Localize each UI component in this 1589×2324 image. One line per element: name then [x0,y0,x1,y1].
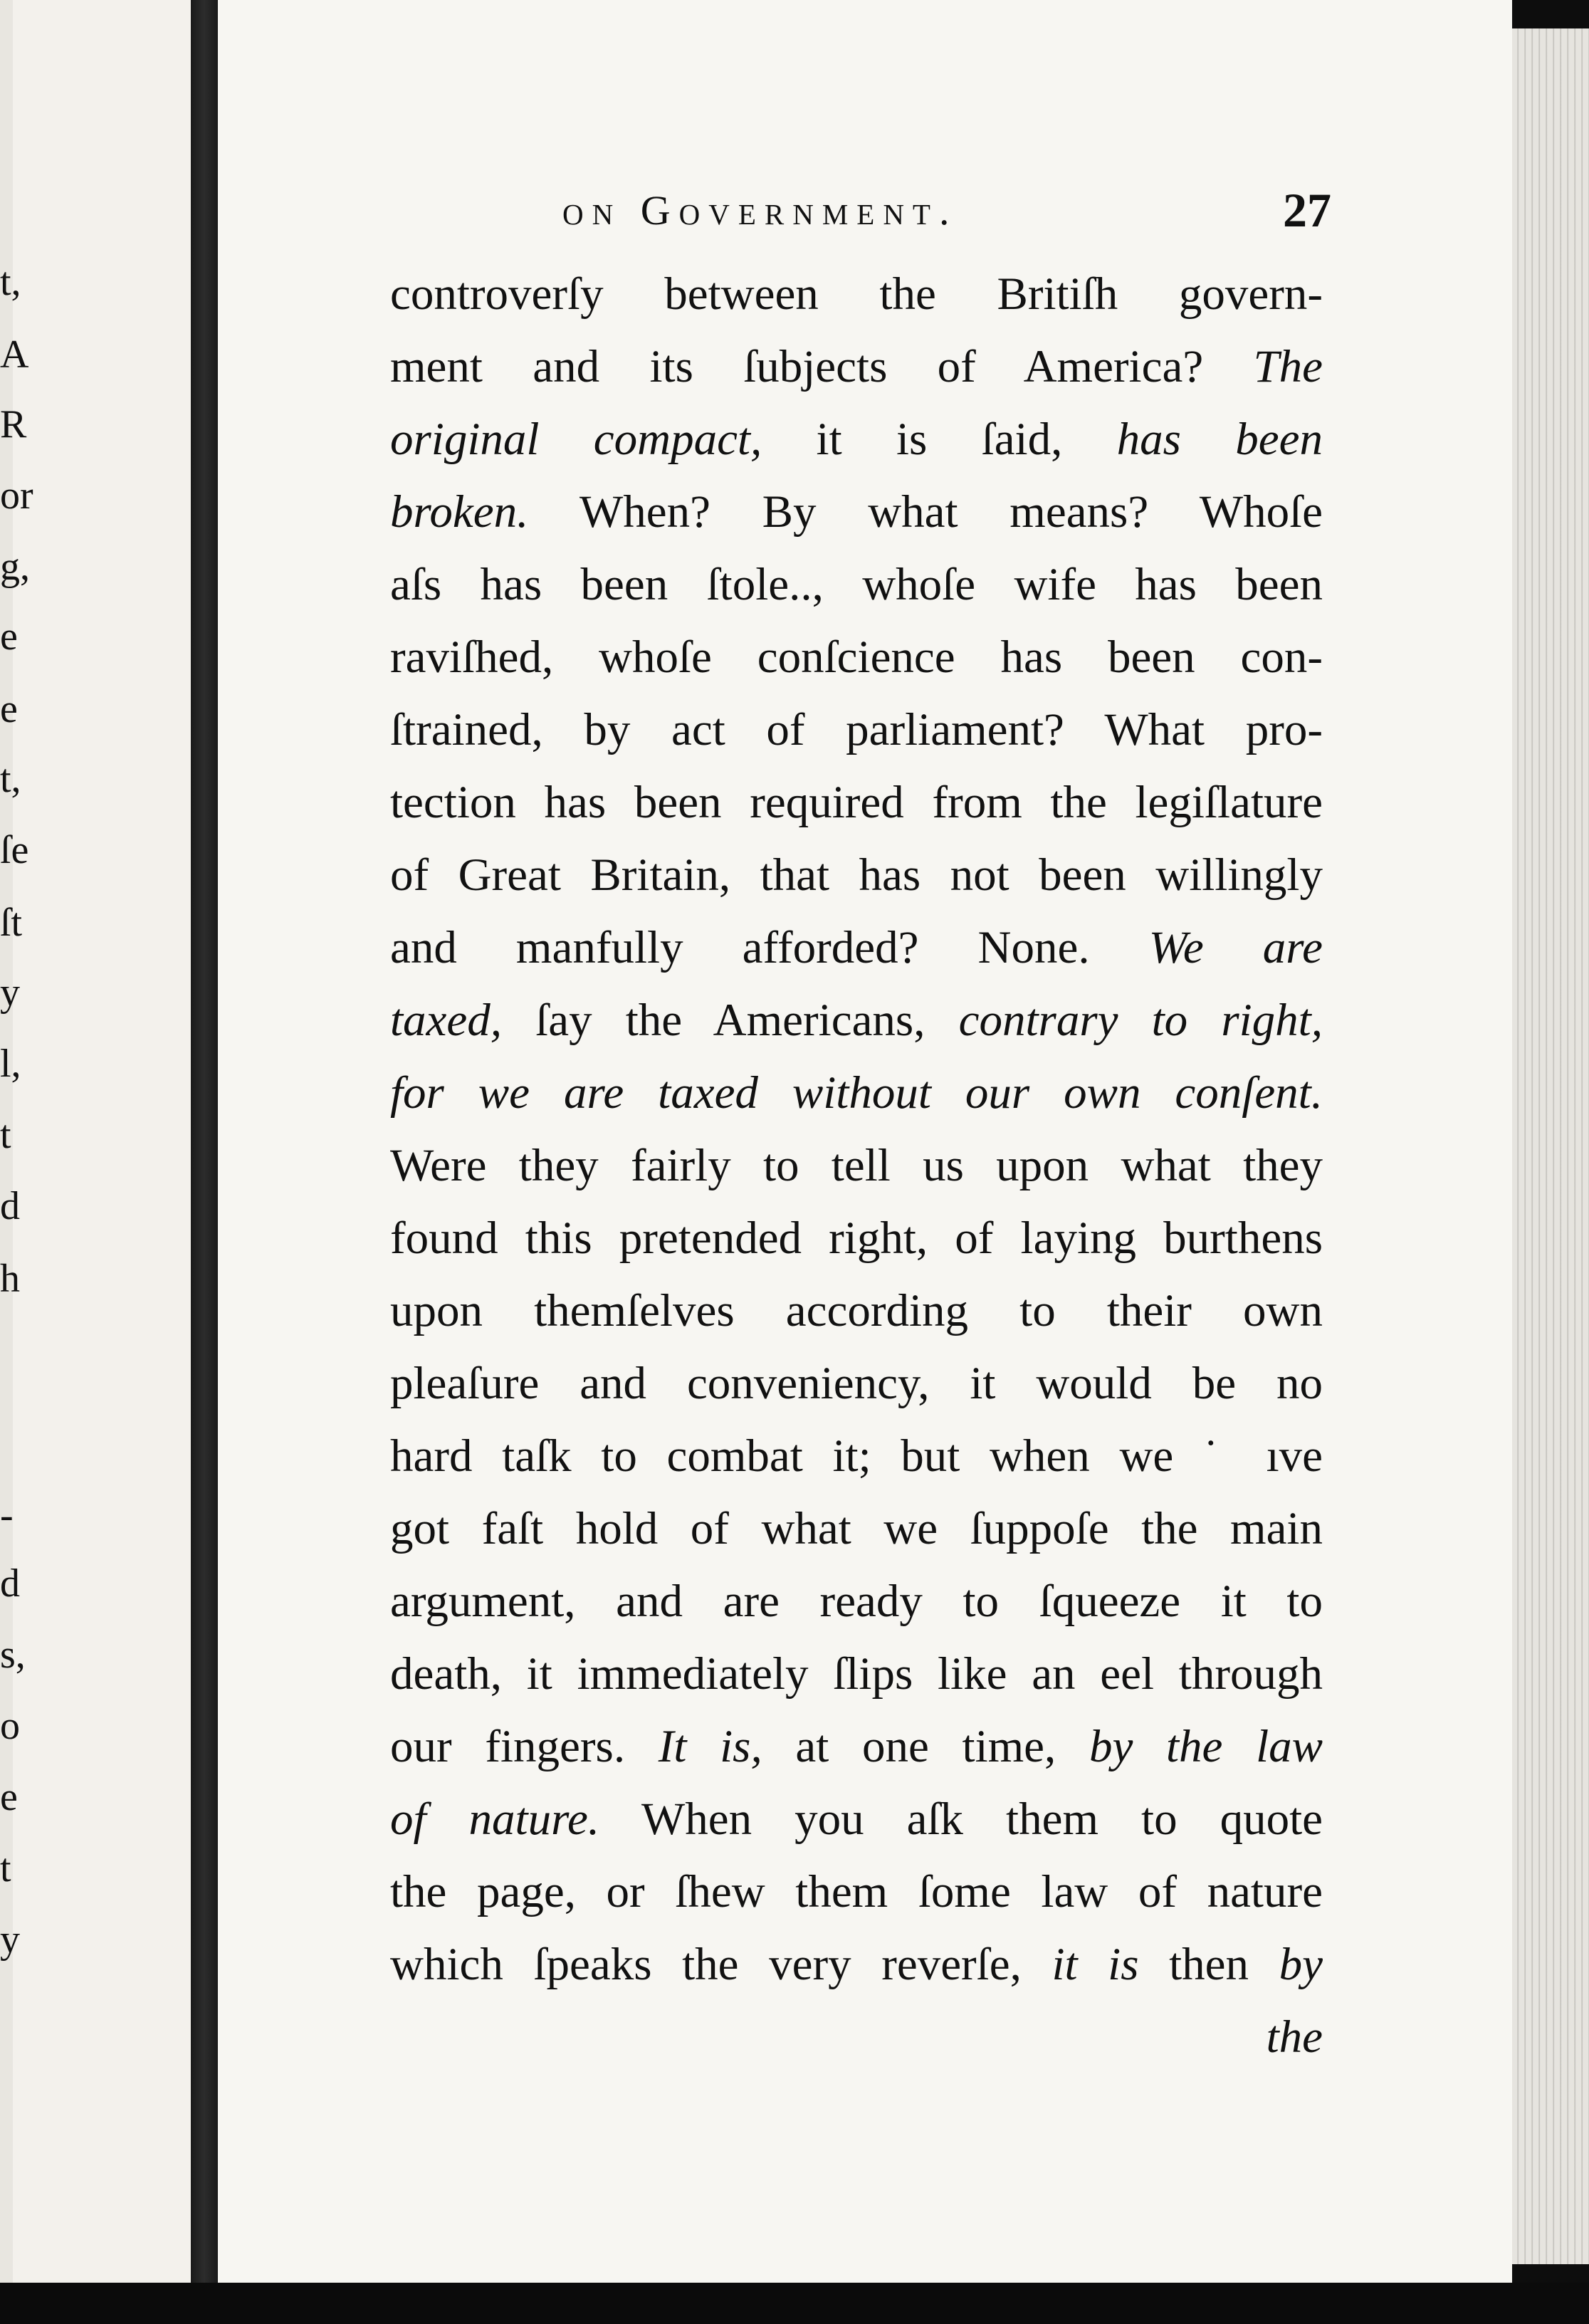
left-page-fragment: y [0,970,20,1015]
text-line [390,1274,1323,1347]
left-page-fragment: y [0,1917,20,1962]
left-page-fragment: A [0,333,29,377]
italic-text: of nature. [390,1794,600,1845]
text-run: When you aſk them to quote [599,1794,1323,1845]
page-edges [1512,28,1589,2264]
page-header [562,183,1331,244]
text-run: Were they fairly to tell us upon what they [390,1140,1323,1191]
text-run: tection has been required from the legiſlature [390,777,1323,828]
left-page-fragment: h [0,1257,20,1301]
text-run: ment and its ſubjects of America? [390,341,1254,392]
text-run: aſs has been ſtole.., whoſe wife has been [390,559,1323,610]
left-page-fragment: t [0,1846,11,1890]
left-page-fragment: ſe [0,828,29,872]
left-page-fragment: ſt [0,901,23,945]
italic-text: We are [1148,922,1323,973]
text-run: got faſt hold of what we ſuppoſe the main [390,1503,1323,1554]
text-line [390,621,1323,693]
text-line [390,839,1323,911]
left-page-fragment: t [0,1113,11,1157]
left-page-fragment: s, [0,1633,26,1677]
text-run: found this pretended right, of laying burthens [390,1213,1323,1264]
left-page-fragment: e [0,687,18,731]
text-run: hard taſk to combat it; but when we ˙ ıve [390,1430,1323,1482]
italic-text: has been [1116,414,1323,465]
text-run: and manfully afforded? None. [390,922,1149,973]
text-line [390,330,1323,403]
italic-text: original compact, [390,414,762,465]
italic-text: The [1253,341,1323,392]
text-line [390,403,1323,476]
text-line [390,1928,1323,2001]
italic-text: by the law [1089,1721,1323,1772]
text-line [390,693,1323,766]
text-run: which ſpeaks the very reverſe, [390,1939,1052,1990]
text-line [390,476,1323,548]
text-run: upon themſelves according to their own [390,1285,1323,1336]
left-page-fragment: o [0,1704,20,1748]
text-run: then [1138,1939,1279,1990]
text-line [390,1347,1323,1420]
page-number: 27 [1283,183,1331,237]
book-gutter [191,0,221,2324]
text-line [390,548,1323,621]
left-page-fragment: d [0,1561,20,1606]
italic-text: by [1279,1939,1323,1990]
left-page [0,0,191,2293]
left-page-fragment: e [0,614,18,659]
text-line [390,1492,1323,1565]
text-line [390,2001,1323,2073]
text-line [390,258,1323,330]
text-line [390,1710,1323,1783]
left-page-fragment: t, [0,757,21,801]
bottom-shadow [0,2283,1589,2324]
italic-text: contrary to right, [958,995,1323,1046]
italic-text: It is, [658,1721,762,1772]
text-line [390,1420,1323,1492]
italic-text: the [1266,2011,1323,2063]
text-line [390,1129,1323,1202]
text-run: ſtrained, by act of parliament? What pro- [390,704,1323,755]
running-head: on Government. [562,187,958,234]
text-line [390,984,1323,1057]
text-line [390,1565,1323,1638]
text-run: the page, or ſhew them ſome law of nature [390,1866,1323,1917]
left-page-fragment: l, [0,1042,21,1086]
italic-text: it is [1052,1939,1139,1990]
left-page-fragment: - [0,1493,14,1537]
text-line [390,911,1323,984]
left-page-fragment: d [0,1184,20,1228]
text-run: of Great Britain, that has not been willingly [390,849,1323,901]
text-line [390,1855,1323,1928]
left-page-fragment: or [0,473,33,518]
text-run: ſay the Americans, [502,995,959,1046]
text-line [390,1638,1323,1710]
text-run: raviſhed, whoſe conſcience has been con- [390,632,1323,683]
text-line [390,1783,1323,1855]
text-line [390,766,1323,839]
left-page-fragment: g, [0,545,30,589]
text-run: our fingers. [390,1721,659,1772]
text-run: at one time, [762,1721,1089,1772]
italic-text: broken. [390,486,529,538]
body-text [390,258,1323,2073]
italic-text: for we are taxed without our own conſent. [390,1067,1323,1119]
left-page-fragment: e [0,1775,18,1819]
text-run: pleaſure and conveniency, it would be no [390,1358,1323,1409]
left-page-fragment: R [0,402,27,446]
text-run: argument, and are ready to ſqueeze it to [390,1576,1323,1627]
italic-text: taxed, [390,995,503,1046]
left-page-fragment: t, [0,260,21,304]
text-line [390,1202,1323,1274]
text-run: When? By what means? Whoſe [528,486,1323,538]
text-run: it is ſaid, [762,414,1117,465]
text-run: controverſy between the Britiſh govern- [390,268,1323,320]
text-line [390,1057,1323,1129]
text-run: death, it immediately ſlips like an eel through [390,1648,1323,1700]
